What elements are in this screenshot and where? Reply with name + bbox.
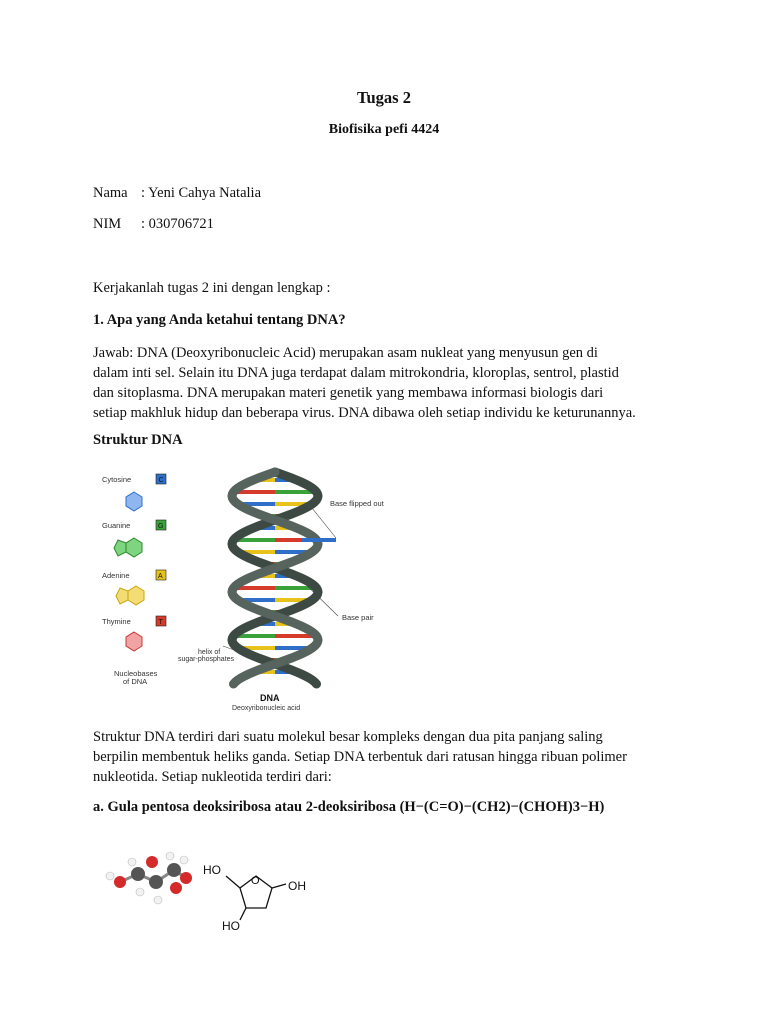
- name-label: Nama: [93, 185, 128, 201]
- thymine-letter: T: [158, 619, 163, 626]
- course-subtitle: Biofisika pefi 4424: [328, 122, 440, 137]
- dna-structure-figure: [90, 460, 420, 715]
- answer-line: dalam inti sel. Selain itu DNA juga terdapat dalam mitrokondria, kloroplas, sentrol, plastid: [93, 365, 619, 381]
- nim-value: : 030706721: [141, 216, 214, 232]
- struktur-line: Struktur DNA terdiri dari suatu molekul besar kompleks dengan dua pita panjang saling: [93, 729, 603, 745]
- dna-double-helix: [232, 472, 336, 684]
- name-value: : Yeni Cahya Natalia: [141, 185, 262, 201]
- nucleobase-guanine: [102, 520, 166, 557]
- helix-label: helix of: [198, 649, 221, 656]
- dna-figure-subtitle: Deoxyribonucleic acid: [232, 705, 301, 712]
- nim-row: [93, 216, 214, 233]
- page-title: Tugas 2: [357, 88, 411, 107]
- guanine-label: Guanine: [102, 521, 131, 530]
- flipped-out-base: [302, 538, 336, 542]
- helix-label-2: sugar-phosphates: [178, 656, 235, 663]
- nim-label: NIM: [93, 216, 122, 232]
- oh-label: OH: [288, 879, 306, 893]
- ball-and-stick-model: [106, 852, 192, 904]
- answer-line: dan sitoplasma. DNA merupakan materi genetik yang membawa informasi biologis dari: [93, 385, 604, 401]
- heading-struktur-dna: Struktur DNA: [93, 432, 183, 448]
- deoxyribose-figure: [100, 848, 330, 938]
- nucleobase-adenine: [102, 570, 166, 605]
- adenine-molecule-icon: [116, 586, 144, 605]
- struktur-line: nukleotida. Setiap nukleotida terdiri dari:: [93, 769, 332, 785]
- cytosine-label: Cytosine: [102, 475, 132, 484]
- ho-label-bottom: HO: [222, 919, 240, 933]
- thymine-molecule-icon: [126, 632, 142, 651]
- base-pair-label: Base pair: [342, 613, 374, 622]
- answer-line: setiap makhluk hidup dan beberapa virus. DNA dibawa oleh setiap individu ke keturunannya.: [93, 405, 636, 421]
- cytosine-molecule-icon: [126, 492, 142, 511]
- cytosine-letter: C: [158, 477, 164, 484]
- ho-label-top: HO: [203, 863, 221, 877]
- thymine-label: Thymine: [102, 617, 131, 626]
- nucleobases-label: Nucleobases: [114, 669, 158, 678]
- dna-figure-title: DNA: [260, 693, 280, 703]
- struktur-paragraph: [93, 727, 683, 787]
- name-row: [93, 185, 261, 202]
- nucleobase-cytosine: [102, 474, 166, 511]
- adenine-label: Adenine: [102, 571, 130, 580]
- heading-gula-pentosa: a. Gula pentosa deoksiribosa atau 2-deoksiribosa (H−(C=O)−(CH2)−(CHOH)3−H): [93, 799, 605, 815]
- base-flipped-out-label: Base flipped out: [330, 499, 384, 508]
- nucleobases-label-2: of DNA: [123, 677, 148, 686]
- answer-paragraph: [93, 343, 683, 423]
- guanine-molecule-icon: [114, 538, 142, 557]
- struktur-line: berpilin membentuk heliks ganda. Setiap DNA terbentuk dari ratusan hingga ribuan polimer: [93, 749, 627, 765]
- adenine-letter: A: [158, 573, 163, 580]
- nucleobase-thymine: [102, 616, 166, 651]
- answer-line: Jawab: DNA (Deoxyribonucleic Acid) merupakan asam nukleat yang menyusun gen di: [93, 345, 598, 361]
- ring-oxygen-label: O: [251, 875, 260, 887]
- guanine-letter: G: [158, 523, 164, 530]
- instruction: Kerjakanlah tugas 2 ini dengan lengkap :: [93, 280, 331, 296]
- question-1: 1. Apa yang Anda ketahui tentang DNA?: [93, 312, 346, 328]
